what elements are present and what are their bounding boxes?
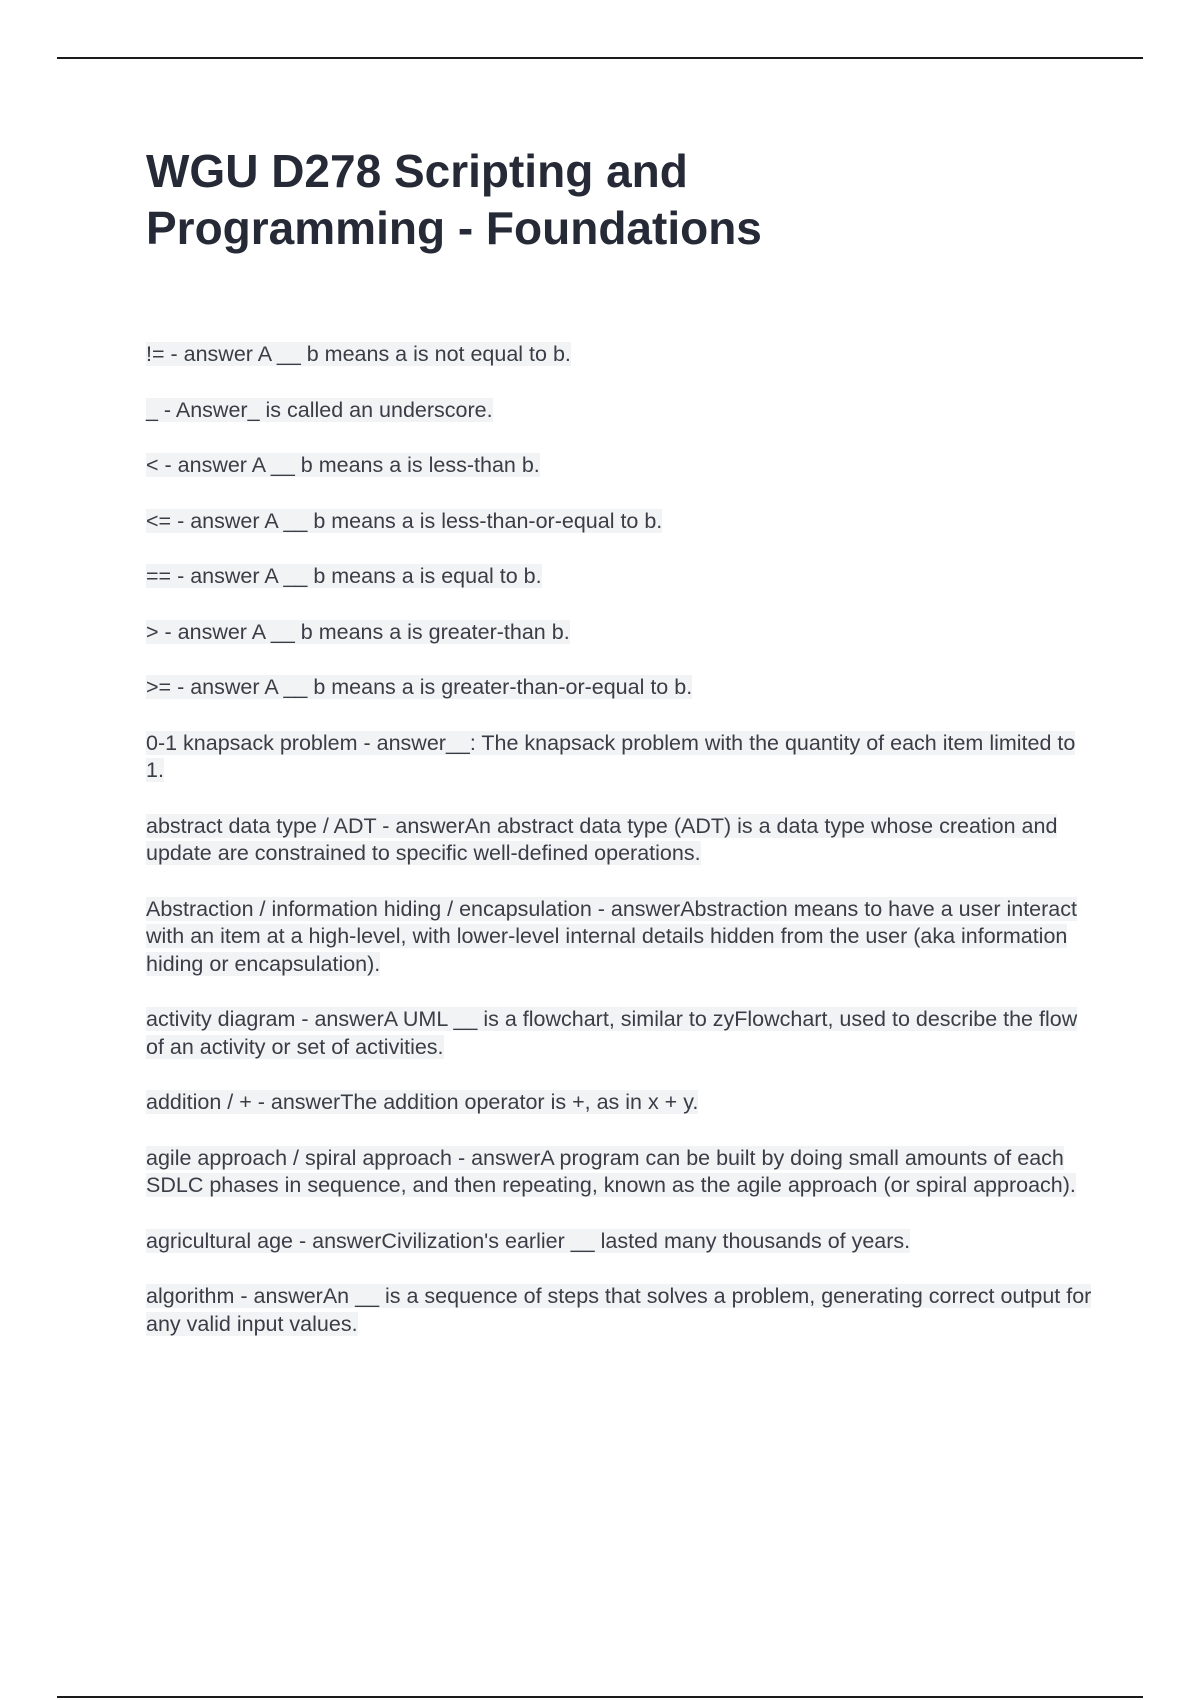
entry-text: agile approach / spiral approach - answerA program can be built by doing small amounts of each SDLC phases in sequence, and then repeating, known as the agile approach (or spiral approach). bbox=[146, 1145, 1076, 1197]
flashcard-entry bbox=[146, 1006, 1096, 1061]
document-body bbox=[146, 143, 1096, 1366]
entry-text: addition / + - answerThe addition operator is +, as in x + y. bbox=[146, 1090, 699, 1114]
entry-text: Abstraction / information hiding / encapsulation - answerAbstraction means to have a user interact with an item at a high-level, with lower-level internal details hidden from the user (aka information hiding or encapsulation). bbox=[146, 896, 1077, 976]
flashcard-entry bbox=[146, 896, 1096, 979]
flashcard-entry bbox=[146, 397, 1096, 425]
flashcard-entry bbox=[146, 730, 1096, 785]
entry-text: activity diagram - answerA UML __ is a flowchart, similar to zyFlowchart, used to describe the flow of an activity or set of activities. bbox=[146, 1007, 1078, 1059]
flashcard-entry bbox=[146, 619, 1096, 647]
entry-text: 0-1 knapsack problem - answer__: The knapsack problem with the quantity of each item limited to 1. bbox=[146, 730, 1076, 782]
entry-text: _ - Answer_ is called an underscore. bbox=[146, 397, 493, 422]
flashcard-entry bbox=[146, 1283, 1096, 1338]
entry-text: <= - answer A __ b means a is less-than-or-equal to b. bbox=[146, 508, 663, 533]
flashcard-entry bbox=[146, 1089, 1096, 1117]
flashcard-entry bbox=[146, 341, 1096, 369]
top-rule bbox=[57, 57, 1143, 59]
entry-text: == - answer A __ b means a is equal to b. bbox=[146, 564, 542, 588]
bottom-rule bbox=[57, 1696, 1143, 1698]
entry-text: != - answer A __ b means a is not equal to b. bbox=[146, 342, 571, 366]
flashcard-entry bbox=[146, 452, 1096, 480]
flashcard-entry bbox=[146, 1145, 1096, 1200]
entry-text: < - answer A __ b means a is less-than b. bbox=[146, 453, 540, 477]
entry-text: agricultural age - answerCivilization's earlier __ lasted many thousands of years. bbox=[146, 1228, 911, 1253]
entry-text: algorithm - answerAn __ is a sequence of steps that solves a problem, generating correct output for any valid input values. bbox=[146, 1284, 1092, 1336]
entry-text: >= - answer A __ b means a is greater-than-or-equal to b. bbox=[146, 675, 693, 699]
flashcard-entry bbox=[146, 674, 1096, 702]
flashcard-entry bbox=[146, 813, 1096, 868]
entry-text: > - answer A __ b means a is greater-than b. bbox=[146, 619, 570, 644]
document-title: WGU D278 Scripting and Programming - Foundations bbox=[146, 145, 762, 254]
flashcard-entry bbox=[146, 563, 1096, 591]
flashcard-list bbox=[146, 341, 1096, 1338]
entry-text: abstract data type / ADT - answerAn abstract data type (ADT) is a data type whose creation and update are constrained to specific well-defined operations. bbox=[146, 813, 1058, 865]
flashcard-entry bbox=[146, 1228, 1096, 1256]
flashcard-entry bbox=[146, 508, 1096, 536]
